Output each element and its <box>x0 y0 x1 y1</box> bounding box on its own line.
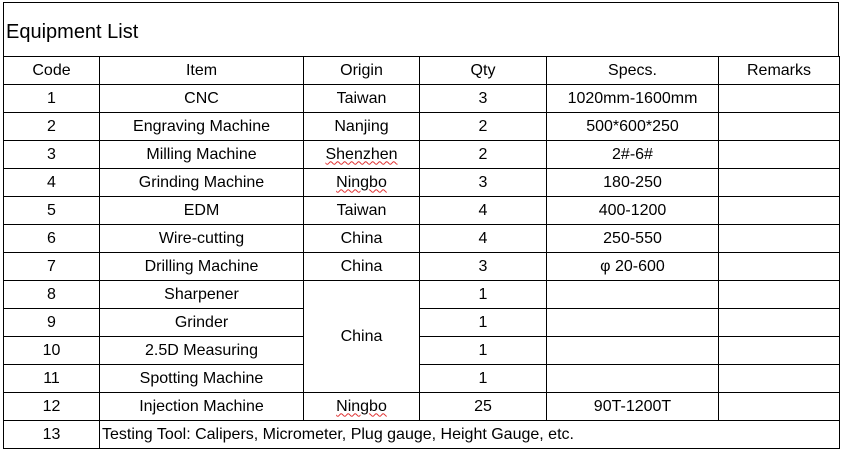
cell-remarks[interactable] <box>719 281 840 309</box>
cell-qty[interactable]: 25 <box>420 393 547 421</box>
table-row <box>4 169 840 197</box>
table-row <box>4 197 840 225</box>
cell-specs[interactable]: 400-1200 <box>547 197 719 225</box>
cell-remarks[interactable] <box>719 365 840 393</box>
header-qty[interactable]: Qty <box>420 57 547 85</box>
cell-origin[interactable] <box>304 393 420 421</box>
cell-specs[interactable] <box>547 281 719 309</box>
table-row <box>4 365 840 393</box>
cell-item[interactable]: 2.5D Measuring <box>100 337 304 365</box>
cell-qty[interactable]: 1 <box>420 309 547 337</box>
cell-specs[interactable]: 1020mm-1600mm <box>547 85 719 113</box>
cell-item[interactable]: Engraving Machine <box>100 113 304 141</box>
table-row <box>4 421 840 449</box>
cell-qty[interactable]: 3 <box>420 253 547 281</box>
cell-origin[interactable]: Taiwan <box>304 197 420 225</box>
cell-qty[interactable]: 3 <box>420 169 547 197</box>
table-row <box>4 253 840 281</box>
cell-testing-tool[interactable]: Testing Tool: Calipers, Micrometer, Plug gauge, Height Gauge, etc. <box>100 421 840 449</box>
cell-origin[interactable] <box>304 169 420 197</box>
cell-item[interactable]: Milling Machine <box>100 141 304 169</box>
cell-code[interactable]: 4 <box>4 169 100 197</box>
sheet-title: Equipment List <box>6 21 139 43</box>
cell-qty[interactable]: 1 <box>420 365 547 393</box>
cell-item[interactable]: Spotting Machine <box>100 365 304 393</box>
cell-code[interactable]: 13 <box>4 421 100 449</box>
header-code[interactable]: Code <box>4 57 100 85</box>
cell-origin-merged[interactable]: China <box>304 281 420 393</box>
cell-remarks[interactable] <box>719 337 840 365</box>
cell-origin[interactable]: Taiwan <box>304 85 420 113</box>
cell-item[interactable]: Grinding Machine <box>100 169 304 197</box>
cell-remarks[interactable] <box>719 197 840 225</box>
cell-origin-text: Ningbo <box>336 397 387 415</box>
table-row <box>4 113 840 141</box>
cell-item[interactable]: Drilling Machine <box>100 253 304 281</box>
cell-qty[interactable]: 2 <box>420 141 547 169</box>
cell-code[interactable]: 9 <box>4 309 100 337</box>
cell-code[interactable]: 10 <box>4 337 100 365</box>
cell-code[interactable]: 8 <box>4 281 100 309</box>
cell-specs[interactable] <box>547 309 719 337</box>
cell-code[interactable]: 7 <box>4 253 100 281</box>
cell-specs[interactable]: 2#-6# <box>547 141 719 169</box>
cell-code[interactable]: 1 <box>4 85 100 113</box>
equipment-sheet <box>3 2 839 449</box>
cell-code[interactable]: 12 <box>4 393 100 421</box>
cell-remarks[interactable] <box>719 225 840 253</box>
cell-origin-text: Ningbo <box>336 173 387 191</box>
cell-code[interactable]: 2 <box>4 113 100 141</box>
table-row <box>4 85 840 113</box>
cell-specs[interactable]: 180-250 <box>547 169 719 197</box>
cell-code[interactable]: 11 <box>4 365 100 393</box>
cell-qty[interactable]: 2 <box>420 113 547 141</box>
equipment-table <box>3 56 840 449</box>
cell-qty[interactable]: 4 <box>420 197 547 225</box>
cell-specs[interactable] <box>547 337 719 365</box>
cell-remarks[interactable] <box>719 141 840 169</box>
cell-item[interactable]: EDM <box>100 197 304 225</box>
cell-specs[interactable]: 90T-1200T <box>547 393 719 421</box>
header-origin[interactable]: Origin <box>304 57 420 85</box>
cell-qty[interactable]: 3 <box>420 85 547 113</box>
cell-origin[interactable]: Nanjing <box>304 113 420 141</box>
cell-qty[interactable]: 1 <box>420 281 547 309</box>
cell-remarks[interactable] <box>719 253 840 281</box>
cell-item[interactable]: Injection Machine <box>100 393 304 421</box>
cell-qty[interactable]: 1 <box>420 337 547 365</box>
cell-code[interactable]: 5 <box>4 197 100 225</box>
cell-specs[interactable]: 500*600*250 <box>547 113 719 141</box>
header-remarks[interactable]: Remarks <box>719 57 840 85</box>
cell-item[interactable]: Sharpener <box>100 281 304 309</box>
cell-code[interactable]: 3 <box>4 141 100 169</box>
cell-specs[interactable]: 250-550 <box>547 225 719 253</box>
table-body <box>4 85 840 449</box>
cell-item[interactable]: CNC <box>100 85 304 113</box>
cell-specs[interactable] <box>547 365 719 393</box>
table-row <box>4 393 840 421</box>
table-row <box>4 337 840 365</box>
table-row <box>4 141 840 169</box>
header-specs[interactable]: Specs. <box>547 57 719 85</box>
cell-origin-text: Shenzhen <box>325 145 398 163</box>
table-row <box>4 225 840 253</box>
cell-remarks[interactable] <box>719 393 840 421</box>
cell-qty[interactable]: 4 <box>420 225 547 253</box>
cell-remarks[interactable] <box>719 309 840 337</box>
header-item[interactable]: Item <box>100 57 304 85</box>
table-row <box>4 309 840 337</box>
title-row <box>3 2 839 56</box>
cell-origin[interactable]: China <box>304 253 420 281</box>
cell-remarks[interactable] <box>719 113 840 141</box>
header-row <box>4 57 840 85</box>
cell-specs[interactable]: φ 20-600 <box>547 253 719 281</box>
cell-item[interactable]: Wire-cutting <box>100 225 304 253</box>
cell-item[interactable]: Grinder <box>100 309 304 337</box>
cell-remarks[interactable] <box>719 169 840 197</box>
cell-origin[interactable] <box>304 141 420 169</box>
cell-code[interactable]: 6 <box>4 225 100 253</box>
table-row <box>4 281 840 309</box>
cell-remarks[interactable] <box>719 85 840 113</box>
cell-origin[interactable]: China <box>304 225 420 253</box>
